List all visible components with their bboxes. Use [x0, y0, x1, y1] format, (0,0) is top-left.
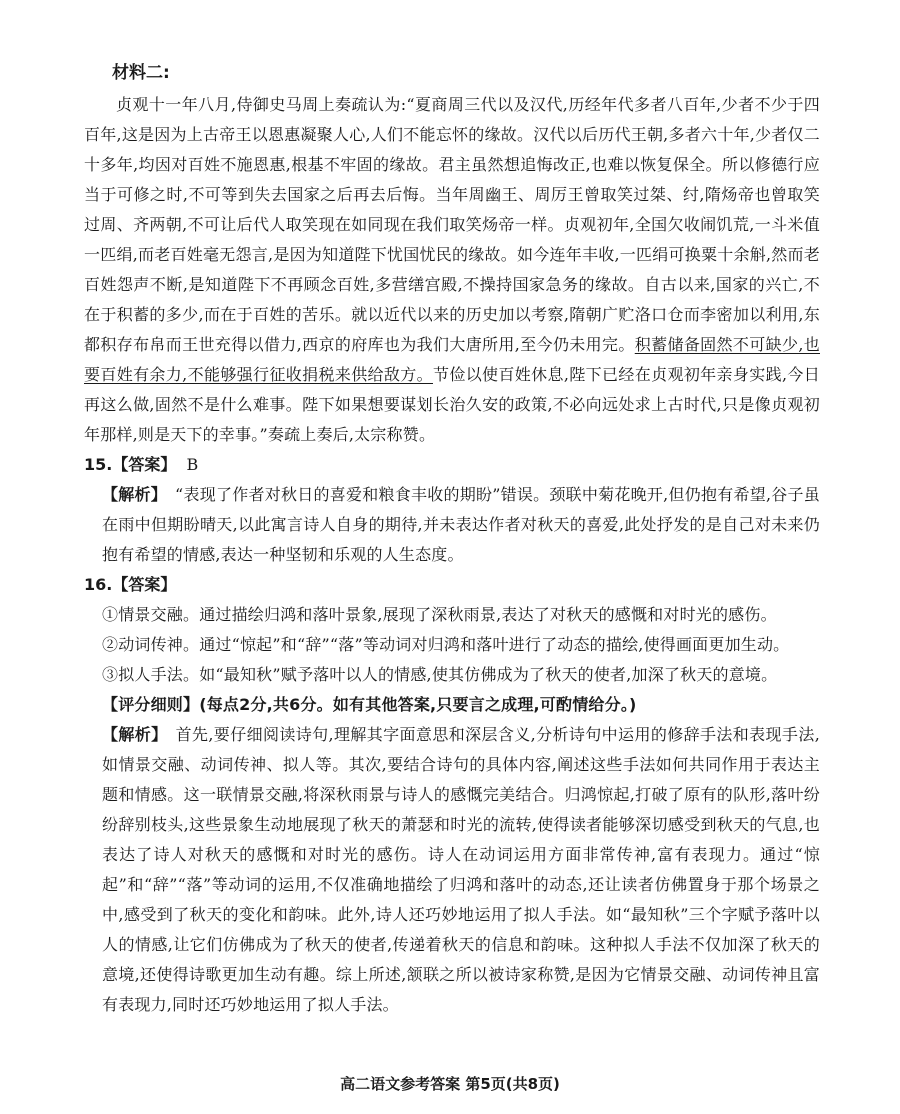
- q16-point: ②动词传神。通过“惊起”和“辞”“落”等动词对归鸿和落叶进行了动态的描绘,使得画面更加生动。: [102, 635, 790, 654]
- material-heading: 材料二:: [112, 63, 170, 83]
- q15-answer: B: [186, 455, 199, 474]
- q16-point: ①情景交融。通过描绘归鸿和落叶景象,展现了深秋雨景,表达了对秋天的感慨和对时光的感伤。: [102, 605, 777, 624]
- q16-number: 16.【答案】: [84, 575, 177, 594]
- q16-point: ③拟人手法。如“最知秋”赋予落叶以人的情感,使其仿佛成为了秋天的使者,加深了秋天的意境。: [102, 665, 778, 684]
- q16-answer-row: [84, 570, 820, 600]
- q15-answer-row: [84, 450, 820, 480]
- q16-analysis: [84, 720, 820, 1020]
- page-content: [84, 62, 820, 1020]
- q15-number: 15.【答案】: [84, 455, 177, 474]
- page-footer: 高二语文参考答案 第5页(共8页): [340, 1075, 560, 1093]
- q15-analysis: [84, 480, 820, 570]
- q16-analysis-text: 首先,要仔细阅读诗句,理解其字面意思和深层含义,分析诗句中运用的修辞手法和表现手法,如情景交融、动词传神、拟人等。其次,要结合诗句的具体内容,阐述这些手法如何共同作用于表达主题和情感。这一联情景交融,将深秋雨景与诗人的感慨完美结合。归鸿惊起,打破了原有的队形,落叶纷纷辞别枝头,这些景象生动地展现了秋天的萧瑟和时光的流转,使得读者能够深切感受到秋天的气息,也表达了诗人对秋天的感慨和对时光的感伤。诗人在动词运用方面非常传神,富有表现力。通过“惊起”和“辞”“落”等动词的运用,不仅准确地描绘了归鸿和落叶的动态,还让读者仿佛置身于那个场景之中,感受到了秋天的变化和韵味。此外,诗人还巧妙地运用了拟人手法。如“最知秋”三个字赋予落叶以人的情感,让它们仿佛成为了秋天的使者,传递着秋天的信息和韵味。这种拟人手法不仅加深了秋天的意境,还使得诗歌更加生动有趣。综上所述,颔联之所以被诗家称赞,是因为它情景交融、动词传神且富有表现力,同时还巧妙地运用了拟人手法。: [102, 725, 820, 1014]
- q16-scoring-rules: 【评分细则】(每点2分,共6分。如有其他答案,只要言之成理,可酌情给分。): [102, 695, 637, 714]
- material-paragraph: [84, 90, 820, 450]
- material-text-after: 节俭以使百姓休息,陛下已经在贞观初年亲身实践,今日再这么做,固然不是什么难事。陛下如果想要谋划长治久安的政策,不必向远处求上古时代,只是像贞观初年那样,则是天下的幸事。”奏疏上奏后,太宗称赞。: [84, 365, 820, 444]
- q15-analysis-text: “表现了作者对秋日的喜爱和粮食丰收的期盼”错误。颈联中菊花晚开,但仍抱有希望,谷子虽在雨中但期盼晴天,以此寓言诗人自身的期待,并未表达作者对秋天的喜爱,此处抒发的是自己对未来仍抱有希望的情感,表达一种坚韧和乐观的人生态度。: [102, 485, 820, 564]
- q16-analysis-tag: 【解析】: [102, 725, 168, 744]
- material-underlined-sentence: 积蓄储备固然不可缺少,也要百姓有余力,不能够强行征收捐税来供给敌方。: [84, 335, 820, 384]
- q15-analysis-tag: 【解析】: [102, 485, 168, 504]
- material-text-before: 贞观十一年八月,侍御史马周上奏疏认为:“夏商周三代以及汉代,历经年代多者八百年,少者不少于四百年,这是因为上古帝王以恩惠凝聚人心,人们不能忘怀的缘故。汉代以后历代王朝,多者六十年,少者仅二十多年,均因对百姓不施恩惠,根基不牢固的缘故。君主虽然想追悔改正,也难以恢复保全。所以修德行应当于可修之时,不可等到失去国家之后再去后悔。当年周幽王、周厉王曾取笑过桀、纣,隋炀帝也曾取笑过周、齐两朝,不可让后代人取笑现在如同现在我们取笑炀帝一样。贞观初年,全国欠收闹饥荒,一斗米值一匹绢,而老百姓毫无怨言,是因为知道陛下忧国忧民的缘故。如今连年丰收,一匹绢可换粟十余斛,然而老百姓怨声不断,是知道陛下不再顾念百姓,多营缮宫殿,不操持国家急务的缘故。自古以来,国家的兴亡,不在于积蓄的多少,而在于百姓的苦乐。就以近代以来的历史加以考察,隋朝广贮洛口仓而李密加以利用,东都积存布帛而王世充得以借力,西京的府库也为我们大唐所用,至今仍未用完。: [84, 95, 820, 354]
